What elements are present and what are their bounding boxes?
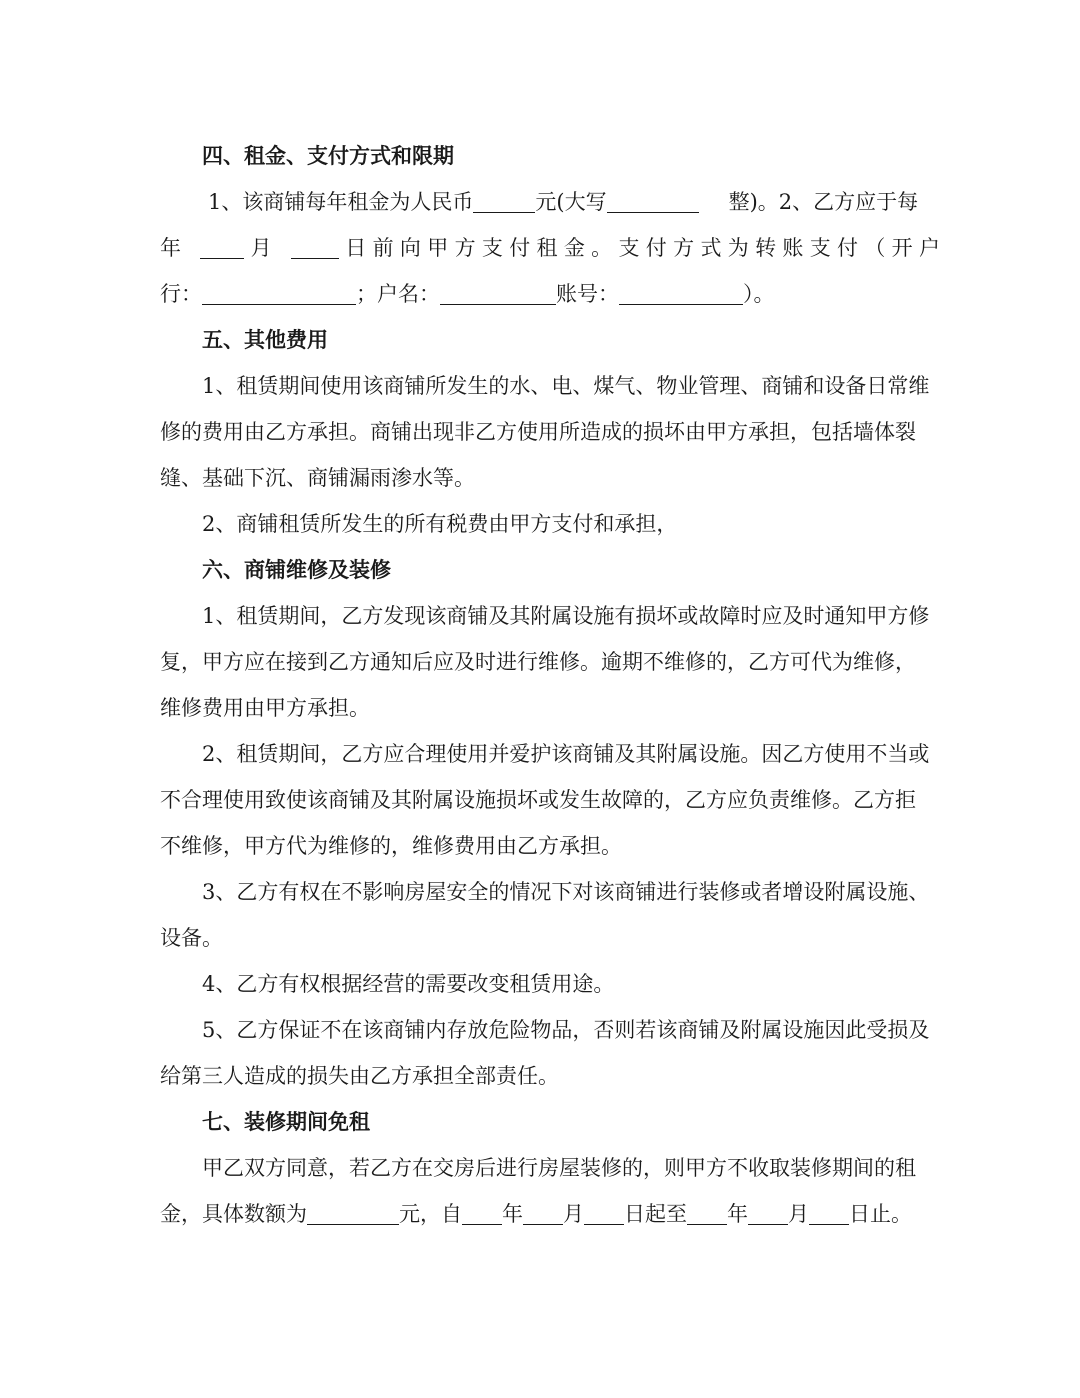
pay-month-blank: [200, 234, 244, 259]
s4-p1-text-h: ；户名：: [356, 282, 440, 306]
s6-p2-line3: 不维修，甲方代为维修的，维修费用由乙方承担。: [160, 834, 622, 858]
s5-p1-line2: 修的费用由乙方承担。商铺出现非乙方使用所造成的损坏由甲方承担，包括墙体裂: [160, 420, 916, 444]
s7-p1-line1: 甲乙双方同意，若乙方在交房后进行房屋装修的，则甲方不收取装修期间的租: [202, 1156, 916, 1180]
s4-p1-line3: [160, 271, 940, 317]
start-year-blank: [462, 1200, 502, 1225]
s6-p5-line1: 5、乙方保证不在该商铺内存放危险物品，否则若该商铺及附属设施因此受损及: [202, 1018, 930, 1042]
s4-p1-text-e: 月: [244, 236, 278, 260]
end-year-blank: [687, 1200, 727, 1225]
s5-p1-line1: 1、租赁期间使用该商铺所发生的水、电、煤气、物业管理、商铺和设备日常维: [202, 374, 930, 398]
contract-page: [160, 133, 940, 1237]
s5-p2: 2、商铺租赁所发生的所有税费由甲方支付和承担，: [202, 512, 678, 536]
s4-p1-text-j: ）。: [743, 282, 775, 306]
section-7-heading: 七、装修期间免租: [202, 1109, 370, 1134]
s7-text-b: 元，自: [399, 1202, 462, 1226]
start-month-blank: [523, 1200, 563, 1225]
s4-p1-line1: [160, 179, 940, 225]
s7-text-h: 日止。: [849, 1202, 912, 1226]
account-name-blank: [440, 280, 556, 305]
s4-p1-text-g: 行：: [160, 282, 202, 306]
section-4-heading: 四、租金、支付方式和限期: [202, 143, 454, 168]
bank-blank: [202, 280, 356, 305]
s7-text-f: 年: [727, 1202, 748, 1226]
s6-p1-line3: 维修费用由甲方承担。: [160, 696, 370, 720]
s4-p1-text-i: 账号：: [556, 282, 619, 306]
s5-p1-line3: 缝、基础下沉、商铺漏雨渗水等。: [160, 466, 475, 490]
rent-amount-words-blank: [607, 188, 699, 213]
s6-p3-line1: 3、乙方有权在不影响房屋安全的情况下对该商铺进行装修或者增设附属设施、: [202, 880, 930, 904]
s7-text-a: 金，具体数额为: [160, 1202, 307, 1226]
s6-p1-line1: 1、租赁期间，乙方发现该商铺及其附属设施有损坏或故障时应及时通知甲方修: [202, 604, 930, 628]
pay-day-blank: [291, 234, 339, 259]
s4-p1-line2: [160, 225, 940, 271]
end-month-blank: [748, 1200, 788, 1225]
s6-p3-line2: 设备。: [160, 926, 223, 950]
s4-p1-text-c: 整)。2、乙方应于每: [728, 190, 919, 214]
free-rent-amount-blank: [307, 1200, 399, 1225]
s4-p1-text-a: 1、该商铺每年租金为人民币: [208, 190, 474, 214]
account-number-blank: [619, 280, 743, 305]
s6-p2-line1: 2、租赁期间，乙方应合理使用并爱护该商铺及其附属设施。因乙方使用不当或: [202, 742, 930, 766]
s4-p1-text-f: 日前向甲方支付租金。支付方式为转账支付（开户: [338, 236, 940, 260]
s6-p2-line2: 不合理使用致使该商铺及其附属设施损坏或发生故障的，乙方应负责维修。乙方拒: [160, 788, 916, 812]
end-day-blank: [809, 1200, 849, 1225]
section-6-heading: 六、商铺维修及装修: [202, 557, 391, 582]
s7-text-d: 月: [563, 1202, 584, 1226]
s6-p4: 4、乙方有权根据经营的需要改变租赁用途。: [202, 972, 615, 996]
s7-text-c: 年: [502, 1202, 523, 1226]
s6-p1-line2: 复，甲方应在接到乙方通知后应及时进行维修。逾期不维修的，乙方可代为维修，: [160, 650, 916, 674]
s7-text-e: 日起至: [624, 1202, 687, 1226]
s4-p1-text-d: 年: [160, 236, 188, 260]
start-day-blank: [584, 1200, 624, 1225]
s4-p1-text-b: 元(大写: [535, 190, 607, 214]
s7-p1-line2: [160, 1191, 940, 1237]
s7-text-g: 月: [788, 1202, 809, 1226]
rent-amount-blank: [473, 188, 535, 213]
s6-p5-line2: 给第三人造成的损失由乙方承担全部责任。: [160, 1064, 559, 1088]
section-5-heading: 五、其他费用: [202, 327, 328, 352]
